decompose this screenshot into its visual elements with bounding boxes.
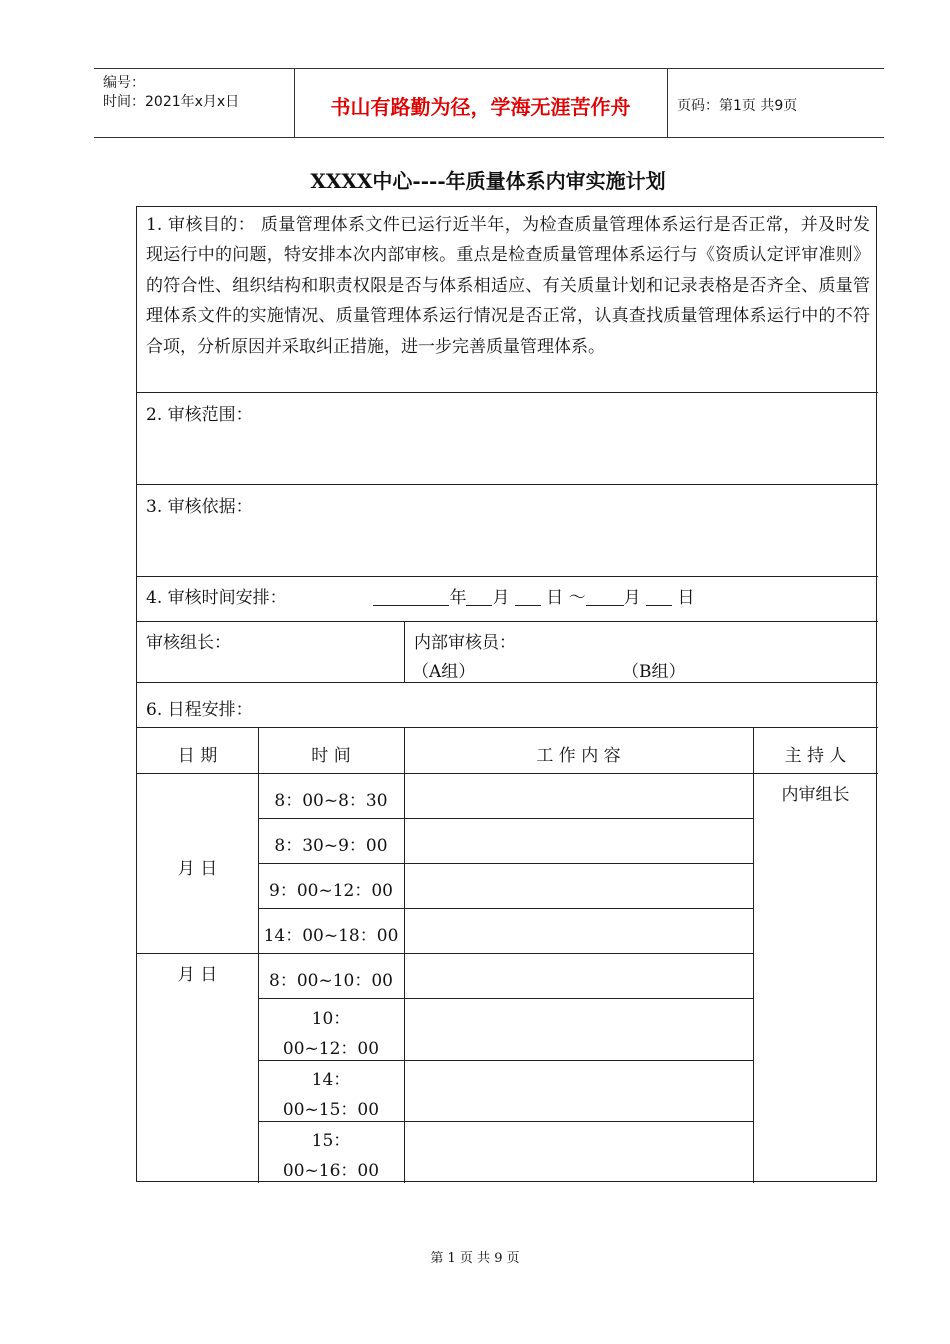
- divider: [404, 621, 405, 682]
- day-unit-2: 日: [677, 588, 695, 608]
- year-unit: 年: [449, 588, 467, 608]
- month-unit: 月: [492, 588, 510, 608]
- divider: [258, 818, 753, 819]
- internal-auditors-label: 内部审核员：: [414, 633, 516, 653]
- page-title: XXXX中心----年质量体系内审实施计划: [310, 169, 666, 193]
- audit-purpose-text: 1. 审核目的： 质量管理体系文件已运行近半年，为检查质量管理体系运行是否正常，并及时发现运行中的问题，特安排本次内部审核。重点是检查质量管理体系运行与《资质认定评审准则》的符合性、组织结构和职责权限是否与体系相适应、有关质量计划和记录表格是否齐全、质量管理体系文件的实施情况、质量管理体系运行情况是否正常，认真查找质量管理体系运行中的不符合项，分析原因并采取纠正措施，进一步完善质量管理体系。: [146, 215, 870, 357]
- year-blank[interactable]: [373, 585, 449, 606]
- tilde: ～: [568, 588, 586, 608]
- day2-time-3: 14：00~15：00: [282, 1070, 380, 1120]
- day1-time-1: 8：00~8：30: [274, 791, 388, 811]
- divider: [137, 621, 878, 622]
- audit-plan-form: [136, 206, 877, 1182]
- divider: [137, 727, 878, 728]
- divider: [258, 908, 753, 909]
- day1-time-4: 14：00~18：00: [263, 926, 399, 946]
- col-header-host: 主 持 人: [784, 746, 847, 766]
- divider: [258, 863, 753, 864]
- group-b-label: （B组）: [622, 662, 686, 682]
- audit-leader-label: 审核组长：: [146, 633, 231, 653]
- divider: [258, 1060, 753, 1061]
- divider: [258, 1121, 753, 1122]
- divider: [258, 998, 753, 999]
- audit-time-row: [146, 583, 694, 608]
- doc-number-label: 编号：: [103, 75, 145, 91]
- day1-time-3: 9：00~12：00: [269, 881, 393, 901]
- day-blank[interactable]: [515, 585, 541, 606]
- col-header-time: 时 间: [311, 746, 351, 766]
- audit-basis-label: 3. 审核依据：: [146, 497, 253, 517]
- col-header-date: 日 期: [177, 746, 218, 766]
- group-a-label: （A组）: [412, 662, 476, 682]
- day1-time-2: 8：30~9：00: [274, 836, 388, 856]
- divider: [137, 773, 878, 774]
- day2-time-1: 8：00~10：00: [269, 971, 393, 991]
- day2-time-4: 15：00~16：00: [282, 1131, 380, 1181]
- host-cell: 内审组长: [781, 785, 850, 805]
- month-unit-2: 月: [623, 588, 641, 608]
- document-header: [94, 68, 884, 138]
- day-blank-2[interactable]: [646, 585, 672, 606]
- header-page-cell: [668, 69, 884, 137]
- day-unit: 日: [546, 588, 564, 608]
- day2-date: 月 日: [177, 965, 218, 985]
- day1-date: 月 日: [177, 859, 218, 879]
- divider: [137, 392, 878, 393]
- schedule-label: 6. 日程安排：: [146, 700, 253, 720]
- divider: [137, 484, 878, 485]
- col-header-content: 工 作 内 容: [536, 746, 621, 766]
- page-footer: 第 1 页 共 9 页: [430, 1251, 520, 1266]
- header-motto-cell: [294, 69, 668, 137]
- page-number-label: 页码：第1页 共9页: [677, 98, 798, 114]
- month-blank-2[interactable]: [586, 585, 624, 606]
- doc-time-label: 时间：2021年x月x日: [103, 94, 240, 110]
- motto-text: 书山有路勤为径，学海无涯苦作舟: [330, 95, 631, 119]
- day2-time-2: 10：00~12：00: [282, 1009, 380, 1059]
- table-col-divider: [404, 727, 405, 1183]
- audit-time-label: 4. 审核时间安排：: [146, 588, 287, 608]
- audit-scope-label: 2. 审核范围：: [146, 405, 253, 425]
- header-info-cell: [94, 69, 295, 137]
- divider: [137, 953, 753, 954]
- divider: [137, 576, 878, 577]
- month-blank[interactable]: [466, 585, 492, 606]
- divider: [137, 682, 878, 683]
